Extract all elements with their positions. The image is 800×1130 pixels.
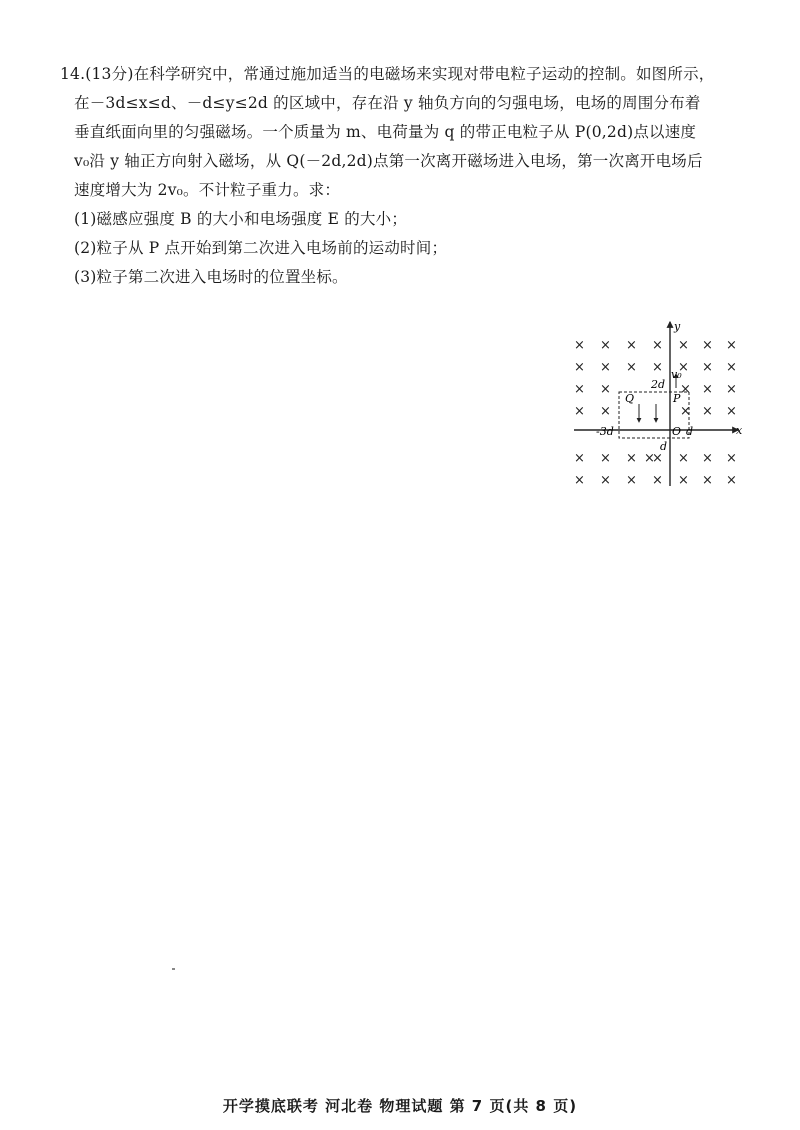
two-d-label: 2d — [651, 378, 666, 391]
problem-line-4: v₀沿 y 轴正方向射入磁场，从 Q(－2d,2d)点第一次离开磁场进入电场，第一次离开电场后 — [74, 152, 703, 170]
problem-line-3: 垂直纸面向里的匀强磁场。一个质量为 m、电荷量为 q 的带正电粒子从 P(0,2d)点以速度 — [74, 123, 697, 141]
problem-14 — [60, 60, 750, 292]
stray-mark — [172, 968, 175, 970]
question-3: (3)粒子第二次进入电场时的位置坐标。 — [74, 268, 348, 286]
field-cross: × — [726, 404, 737, 419]
y-axis-label: y — [674, 320, 681, 333]
field-cross: × — [726, 382, 737, 397]
field-cross: × — [626, 451, 637, 466]
field-cross: × — [574, 338, 585, 353]
field-cross: × — [600, 451, 611, 466]
question-1: (1)磁感应强度 B 的大小和电场强度 E 的大小； — [74, 210, 408, 228]
d-below-label: d — [660, 440, 668, 453]
field-cross: × — [652, 360, 663, 375]
field-cross: × — [726, 360, 737, 375]
field-cross: × — [726, 451, 737, 466]
field-cross: × — [574, 451, 585, 466]
field-cross: × — [726, 473, 737, 488]
field-cross: × — [574, 404, 585, 419]
field-cross: × — [626, 338, 637, 353]
field-cross: × — [600, 473, 611, 488]
field-cross: × — [644, 451, 655, 466]
minus-3d-label: -3d — [596, 425, 614, 438]
field-cross: × — [600, 360, 611, 375]
field-cross: × — [726, 338, 737, 353]
question-2: (2)粒子从 P 点开始到第二次进入电场前的运动时间； — [74, 239, 448, 257]
problem-line-2: 在－3d≤x≤d、－d≤y≤2d 的区域中，存在沿 y 轴负方向的匀强电场，电场的周围分布着 — [74, 94, 701, 112]
field-cross: × — [678, 473, 689, 488]
field-cross: × — [574, 382, 585, 397]
field-cross: × — [652, 473, 663, 488]
point-q-label: Q — [625, 392, 635, 405]
field-cross: × — [652, 451, 663, 466]
field-cross: × — [680, 404, 691, 419]
field-cross: × — [702, 382, 713, 397]
velocity-label: v₀ — [671, 368, 682, 381]
field-cross: × — [702, 360, 713, 375]
origin-label: O — [672, 425, 682, 438]
page-footer: 开学摸底联考 河北卷 物理试题 第 7 页(共 8 页) — [222, 1097, 578, 1115]
point-p-label: P — [673, 392, 681, 405]
d-right-label: d — [686, 425, 694, 438]
field-cross: × — [574, 360, 585, 375]
field-cross: × — [680, 382, 691, 397]
field-cross: × — [626, 473, 637, 488]
field-cross: × — [678, 360, 689, 375]
field-cross: × — [678, 451, 689, 466]
problem-line-1: 14.(13分)在科学研究中，常通过施加适当的电磁场来实现对带电粒子运动的控制。如图所示， — [60, 65, 715, 83]
field-cross: × — [678, 338, 689, 353]
field-cross: × — [600, 382, 611, 397]
x-axis-label: x — [736, 424, 743, 437]
field-cross: × — [702, 338, 713, 353]
field-diagram-svg — [564, 318, 744, 490]
magnetic-field-crosses — [574, 338, 737, 488]
field-cross: × — [702, 404, 713, 419]
field-cross: × — [600, 404, 611, 419]
field-diagram — [564, 318, 744, 490]
field-cross: × — [702, 473, 713, 488]
field-cross: × — [652, 338, 663, 353]
field-cross: × — [702, 451, 713, 466]
field-cross: × — [600, 338, 611, 353]
problem-line-5: 速度增大为 2v₀。不计粒子重力。求： — [74, 181, 341, 199]
field-cross: × — [626, 360, 637, 375]
field-cross: × — [574, 473, 585, 488]
